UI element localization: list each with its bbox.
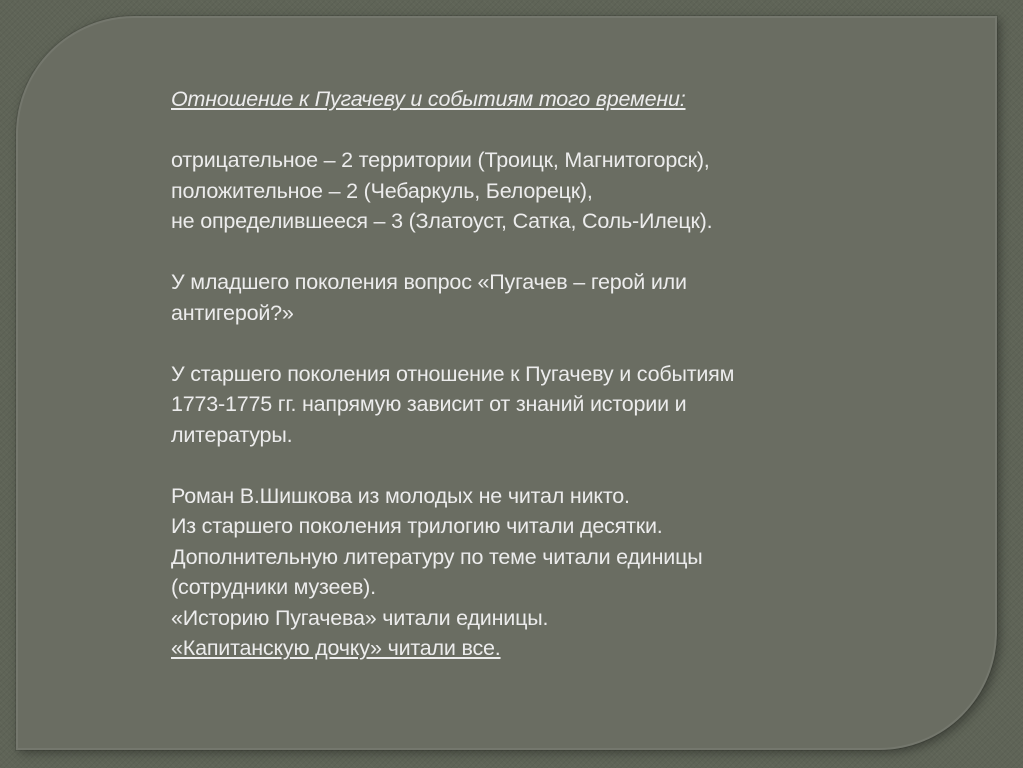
reading-line: Из старшего поколения трилогию читали десятки. <box>171 514 663 538</box>
final-line: «Капитанскую дочку» читали все. <box>171 636 501 660</box>
reading-line: «Историю Пугачева» читали единицы. <box>171 605 549 630</box>
older-generation-line: 1773-1775 гг. напрямую зависит от знаний истории и <box>171 392 687 416</box>
spacer <box>171 450 831 481</box>
spacer <box>171 237 831 268</box>
older-generation-line: литературы. <box>171 422 293 447</box>
spacer <box>171 115 831 146</box>
reading-line: Дополнительную литературу по теме читали единицы <box>171 544 703 569</box>
older-generation-line: У старшего поколения отношение к Пугачеву и событиям <box>171 361 735 386</box>
spacer <box>171 328 831 359</box>
younger-generation-line: У младшего поколения вопрос «Пугачев – герой или <box>171 270 687 294</box>
attitude-line: положительное – 2 (Чебаркуль, Белорецк), <box>171 178 593 203</box>
reading-line: (сотрудники музеев). <box>171 575 376 599</box>
younger-generation-line: антигерой?» <box>171 300 294 325</box>
attitude-line: отрицательное – 2 территории (Троицк, Магнитогорск), <box>171 148 710 172</box>
slide-heading: Отношение к Пугачеву и событиям того времени: <box>171 87 686 111</box>
slide-text <box>171 84 831 664</box>
attitude-line: не определившееся – 3 (Златоуст, Сатка, Соль-Илецк). <box>171 209 713 233</box>
reading-line: Роман В.Шишкова из молодых не читал никто. <box>171 483 630 508</box>
